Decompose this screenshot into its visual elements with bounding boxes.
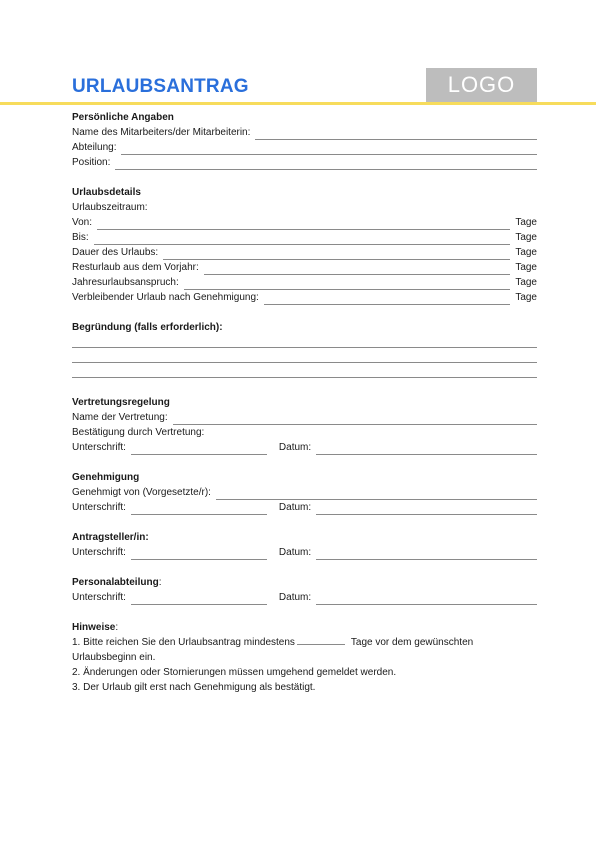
duration-unit: Tage bbox=[515, 247, 537, 258]
approved-by-label: Genehmigt von (Vorgesetzte/r): bbox=[72, 487, 211, 498]
vacation-period-label: Urlaubszeitraum: bbox=[72, 202, 148, 213]
remaining-field[interactable] bbox=[264, 295, 511, 305]
from-field[interactable] bbox=[97, 220, 510, 230]
annual-entitlement-row bbox=[72, 275, 537, 290]
from-row bbox=[72, 215, 537, 230]
to-field[interactable] bbox=[94, 235, 511, 245]
applicant-signature-row bbox=[72, 545, 537, 560]
substitute-signature-field[interactable] bbox=[131, 445, 267, 455]
note-item-1-before: 1. Bitte reichen Sie den Urlaubsantrag mindestens bbox=[72, 637, 295, 648]
document-title: URLAUBSANTRAG bbox=[72, 76, 249, 97]
note-days-field[interactable] bbox=[297, 636, 345, 645]
hr-date-field[interactable] bbox=[316, 595, 537, 605]
substitute-name-row bbox=[72, 410, 537, 425]
hr-heading-colon: : bbox=[158, 577, 162, 588]
section-heading-hr bbox=[72, 575, 161, 590]
hr-signature-field[interactable] bbox=[131, 595, 267, 605]
hr-heading-text: Personalabteilung bbox=[72, 577, 159, 588]
hr-signature-label: Unterschrift: bbox=[72, 592, 126, 603]
employee-name-row bbox=[72, 125, 537, 140]
section-heading-approval: Genehmigung bbox=[72, 472, 140, 483]
to-unit: Tage bbox=[515, 232, 537, 243]
note-item-1 bbox=[72, 635, 542, 650]
hr-date-label: Datum: bbox=[278, 592, 312, 603]
remaining-unit: Tage bbox=[515, 292, 537, 303]
approval-signature-field[interactable] bbox=[131, 505, 267, 515]
substitute-date-label: Datum: bbox=[278, 442, 312, 453]
section-heading-personal: Persönliche Angaben bbox=[72, 112, 174, 123]
to-row bbox=[72, 230, 537, 245]
approval-date-field[interactable] bbox=[316, 505, 537, 515]
approval-signature-label: Unterschrift: bbox=[72, 502, 126, 513]
notes-heading-text: Hinweise bbox=[72, 622, 116, 633]
approved-by-field[interactable] bbox=[216, 490, 537, 500]
approval-date-label: Datum: bbox=[278, 502, 312, 513]
applicant-date-field[interactable] bbox=[316, 550, 537, 560]
substitute-name-label: Name der Vertretung: bbox=[72, 412, 168, 423]
note-item-3: 3. Der Urlaub gilt erst nach Genehmigung als bestätigt. bbox=[72, 682, 316, 693]
remaining-row bbox=[72, 290, 537, 305]
section-heading-details: Urlaubsdetails bbox=[72, 187, 141, 198]
duration-row bbox=[72, 245, 537, 260]
section-heading-reason: Begründung (falls erforderlich): bbox=[72, 322, 223, 333]
from-label: Von: bbox=[72, 217, 93, 228]
employee-name-field[interactable] bbox=[255, 130, 537, 140]
note-item-1-after: Tage vor dem gewünschten bbox=[350, 637, 474, 648]
substitute-date-field[interactable] bbox=[316, 445, 537, 455]
department-row bbox=[72, 140, 537, 155]
substitute-signature-label: Unterschrift: bbox=[72, 442, 126, 453]
to-label: Bis: bbox=[72, 232, 89, 243]
position-label: Position: bbox=[72, 157, 111, 168]
note-item-2: 2. Änderungen oder Stornierungen müssen umgehend gemeldet werden. bbox=[72, 667, 397, 678]
carryover-label: Resturlaub aus dem Vorjahr: bbox=[72, 262, 199, 273]
carryover-row bbox=[72, 260, 537, 275]
substitute-signature-row bbox=[72, 440, 537, 455]
reason-line-2[interactable] bbox=[72, 362, 537, 363]
department-field[interactable] bbox=[121, 145, 537, 155]
section-heading-notes bbox=[72, 620, 118, 635]
employee-name-label: Name des Mitarbeiters/der Mitarbeiterin: bbox=[72, 127, 251, 138]
notes-heading-colon: : bbox=[115, 622, 119, 633]
annual-entitlement-label: Jahresurlaubsanspruch: bbox=[72, 277, 179, 288]
annual-entitlement-field[interactable] bbox=[184, 280, 511, 290]
reason-line-3[interactable] bbox=[72, 377, 537, 378]
duration-field[interactable] bbox=[163, 250, 510, 260]
approved-by-row bbox=[72, 485, 537, 500]
from-unit: Tage bbox=[515, 217, 537, 228]
position-field[interactable] bbox=[115, 160, 537, 170]
logo-placeholder: LOGO bbox=[426, 68, 537, 102]
note-item-1-continued: Urlaubsbeginn ein. bbox=[72, 652, 156, 663]
carryover-unit: Tage bbox=[515, 262, 537, 273]
approval-signature-row bbox=[72, 500, 537, 515]
hr-signature-row bbox=[72, 590, 537, 605]
substitute-name-field[interactable] bbox=[173, 415, 537, 425]
applicant-signature-label: Unterschrift: bbox=[72, 547, 126, 558]
header-accent-line bbox=[0, 102, 596, 105]
duration-label: Dauer des Urlaubs: bbox=[72, 247, 159, 258]
applicant-signature-field[interactable] bbox=[131, 550, 267, 560]
department-label: Abteilung: bbox=[72, 142, 117, 153]
carryover-field[interactable] bbox=[204, 265, 511, 275]
remaining-label: Verbleibender Urlaub nach Genehmigung: bbox=[72, 292, 259, 303]
section-heading-applicant: Antragsteller/in: bbox=[72, 532, 149, 543]
annual-entitlement-unit: Tage bbox=[515, 277, 537, 288]
applicant-date-label: Datum: bbox=[278, 547, 312, 558]
reason-line-1[interactable] bbox=[72, 347, 537, 348]
section-heading-substitute: Vertretungsregelung bbox=[72, 397, 170, 408]
position-row bbox=[72, 155, 537, 170]
substitute-confirm-label: Bestätigung durch Vertretung: bbox=[72, 427, 205, 438]
